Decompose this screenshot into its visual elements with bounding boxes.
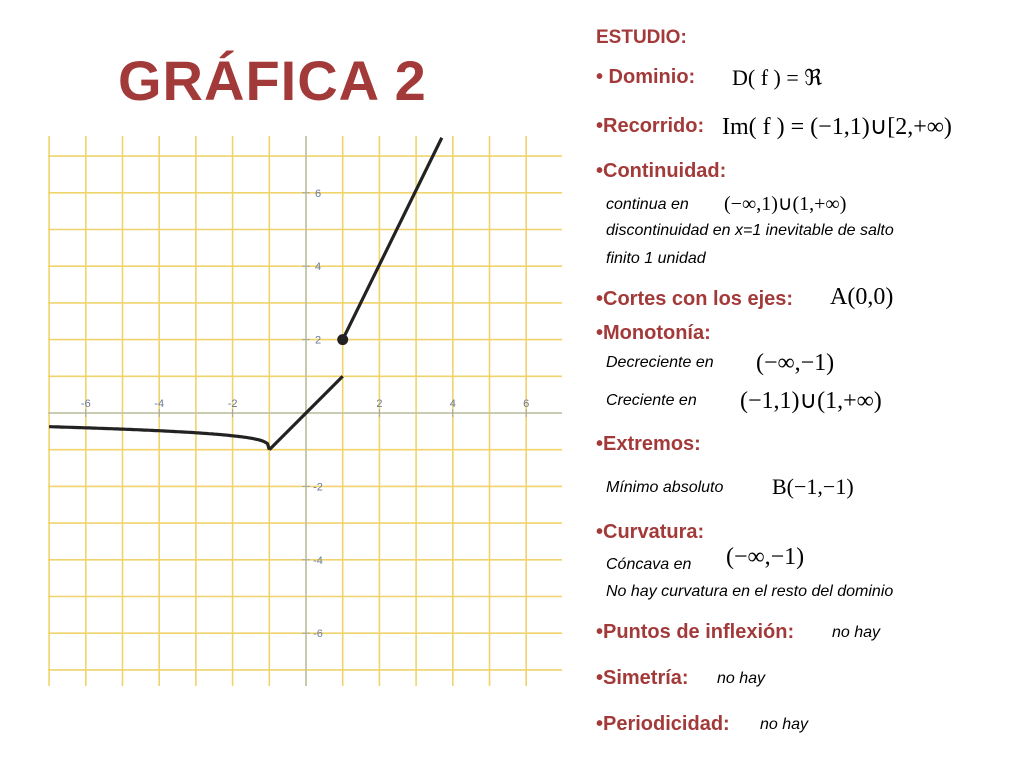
recorrido-label: •Recorrido: [596, 115, 705, 137]
simetria-value: no hay [717, 670, 766, 687]
inflexion-label: •Puntos de inflexión: [596, 621, 795, 643]
periodicidad-label: •Periodicidad: [596, 713, 730, 735]
extremos-text: Mínimo absoluto [606, 479, 724, 496]
x-tick-label: 4 [449, 398, 456, 410]
monotonia-label: •Monotonía: [596, 322, 711, 344]
page-title: GRÁFICA 2 [118, 49, 427, 112]
y-tick-label: 4 [314, 261, 322, 274]
continuidad-text: continua en [606, 196, 689, 213]
continuidad-formula: (−∞,1)∪(1,+∞) [724, 193, 847, 215]
creciente-formula: (−1,1)∪(1,+∞) [740, 388, 882, 414]
recorrido-formula: Im( f ) = (−1,1)∪[2,+∞) [722, 114, 952, 140]
x-tick-label: -4 [154, 398, 165, 410]
decreciente-text: Decreciente en [606, 354, 714, 371]
simetria-label: •Simetría: [596, 667, 689, 689]
creciente-text: Creciente en [606, 392, 697, 409]
curvatura-text: Cóncava en [606, 556, 692, 573]
continuidad-label: •Continuidad: [596, 160, 727, 182]
y-tick-label: -6 [313, 628, 323, 641]
closed-point [337, 334, 348, 345]
inflexion-value: no hay [832, 624, 881, 641]
x-tick-label: 6 [523, 398, 530, 410]
cortes-formula: A(0,0) [830, 284, 894, 310]
dominio-label: • Dominio: [596, 66, 696, 88]
x-tick-label: 2 [376, 398, 383, 410]
continuidad-detail-2: finito 1 unidad [606, 250, 706, 267]
y-tick-label: -2 [313, 481, 323, 494]
y-tick-label: -4 [313, 554, 323, 567]
continuidad-detail: discontinuidad en x=1 inevitable de salto [606, 222, 894, 239]
function-graph [48, 136, 562, 686]
curvatura-formula: (−∞,−1) [726, 544, 805, 570]
extremos-formula: B(−1,−1) [772, 474, 854, 499]
cortes-label: •Cortes con los ejes: [596, 288, 794, 310]
extremos-label: •Extremos: [596, 433, 701, 455]
y-tick-label: 2 [314, 334, 322, 347]
x-tick-label: -6 [80, 398, 91, 410]
curvatura-label: •Curvatura: [596, 521, 705, 543]
x-tick-label: -2 [227, 398, 238, 410]
study-heading: ESTUDIO: [596, 27, 687, 48]
y-tick-label: 6 [314, 187, 322, 200]
dominio-formula: D( f ) = ℜ [732, 65, 823, 90]
periodicidad-value: no hay [760, 716, 809, 733]
decreciente-formula: (−∞,−1) [756, 350, 835, 376]
curvatura-detail: No hay curvatura en el resto del dominio [606, 583, 894, 600]
